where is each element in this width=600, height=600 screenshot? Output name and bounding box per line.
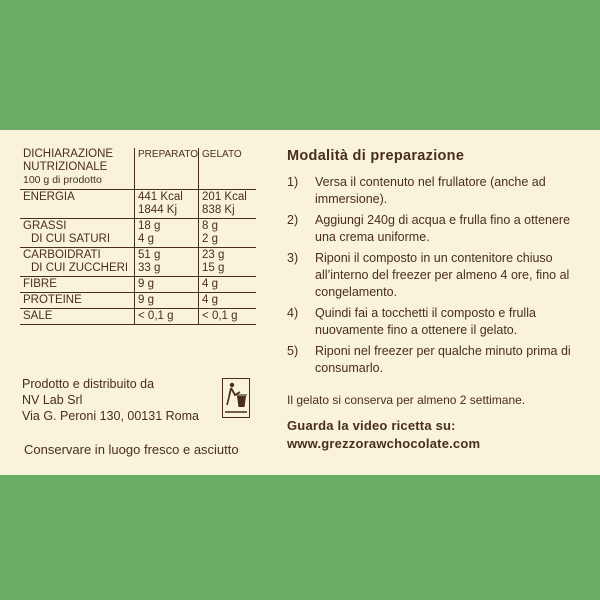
- value-prepared: 18 g: [138, 220, 161, 232]
- producer-line-3: Via G. Peroni 130, 00131 Roma: [22, 409, 199, 423]
- table-row: [20, 219, 256, 248]
- value-gelato: 201 Kcal: [202, 191, 247, 203]
- row-name: ENERGIA: [23, 191, 75, 203]
- value-gelato: 4 g: [202, 278, 219, 290]
- trash-bin-recycle-icon: [222, 378, 250, 418]
- preparation-section: [285, 148, 585, 381]
- video-label: Guarda la video ricetta su:: [287, 418, 456, 433]
- value-prepared: < 0,1 g: [138, 310, 174, 322]
- step-text: Riponi il composto in un contenitore chiuso all’interno del freezer per almeno 4 ore, fino al congelamento.: [315, 251, 570, 299]
- nutrition-title-1: DICHIARAZIONE: [23, 148, 114, 160]
- list-item: [285, 212, 585, 246]
- list-item: [285, 174, 585, 208]
- row-name: FIBRE: [23, 278, 57, 290]
- keep-note: Il gelato si conserva per almeno 2 settimane.: [287, 393, 526, 407]
- value-gelato: 4 g: [202, 294, 219, 306]
- value-prepared: 441 Kcal: [138, 191, 183, 203]
- table-row: [20, 293, 256, 309]
- video-recipe: [287, 417, 480, 453]
- website-link[interactable]: www.grezzorawchocolate.com: [287, 436, 481, 451]
- step-text: Versa il contenuto nel frullatore (anche ad immersione).: [315, 175, 546, 206]
- column-prepared: PREPARATO: [135, 148, 199, 190]
- top-green-band: [0, 0, 600, 130]
- value-gelato: < 0,1 g: [202, 310, 238, 322]
- step-text: Riponi nel freezer per qualche minuto prima di consumarlo.: [315, 344, 571, 375]
- value-gelato: 8 g: [202, 220, 219, 232]
- nutrition-title-2: NUTRIZIONALE: [23, 161, 108, 173]
- value-prepared: 9 g: [138, 294, 155, 306]
- step-text: Quindi fai a tocchetti il composto e frulla nuovamente fino a ottenere il gelato.: [315, 306, 536, 337]
- preparation-title: Modalità di preparazione: [287, 148, 465, 164]
- producer-info: [22, 376, 199, 424]
- row-name: CARBOIDRATI: [23, 249, 101, 261]
- value-prepared-2: 4 g: [138, 233, 155, 245]
- value-prepared: 9 g: [138, 278, 155, 290]
- table-row: [20, 309, 256, 325]
- step-number: 4): [287, 306, 299, 320]
- product-label: [0, 130, 600, 475]
- value-prepared-2: 1844 Kj: [138, 204, 178, 216]
- row-name: SALE: [23, 310, 53, 322]
- value-gelato-2: 838 Kj: [202, 204, 235, 216]
- row-name: PROTEINE: [23, 294, 82, 306]
- step-number: 1): [287, 175, 299, 189]
- value-gelato-2: 2 g: [202, 233, 219, 245]
- table-row: [20, 277, 256, 293]
- producer-line-1: Prodotto e distribuito da: [22, 377, 155, 391]
- producer-line-2: NV Lab Srl: [22, 393, 83, 407]
- value-gelato-2: 15 g: [202, 262, 225, 274]
- row-subname: DI CUI SATURI: [31, 233, 111, 245]
- nutrition-per: 100 g di prodotto: [23, 174, 102, 186]
- row-name: GRASSI: [23, 220, 67, 232]
- storage-note: Conservare in luogo fresco e asciutto: [24, 442, 239, 457]
- value-prepared-2: 33 g: [138, 262, 161, 274]
- step-number: 2): [287, 213, 299, 227]
- nutrition-table: [20, 148, 256, 325]
- nutrition-header: [20, 148, 135, 190]
- step-text: Aggiungi 240g di acqua e frulla fino a ottenere una crema uniforme.: [315, 213, 571, 244]
- value-gelato: 23 g: [202, 249, 225, 261]
- column-gelato: GELATO: [199, 148, 256, 190]
- list-item: [285, 343, 585, 377]
- value-prepared: 51 g: [138, 249, 161, 261]
- step-number: 3): [287, 251, 299, 265]
- list-item: [285, 250, 585, 301]
- list-item: [285, 305, 585, 339]
- step-number: 5): [287, 344, 299, 358]
- table-row: [20, 190, 256, 219]
- preparation-steps: [285, 174, 585, 377]
- bottom-green-band: [0, 475, 600, 600]
- table-row: [20, 248, 256, 277]
- row-subname: DI CUI ZUCCHERI: [31, 262, 129, 274]
